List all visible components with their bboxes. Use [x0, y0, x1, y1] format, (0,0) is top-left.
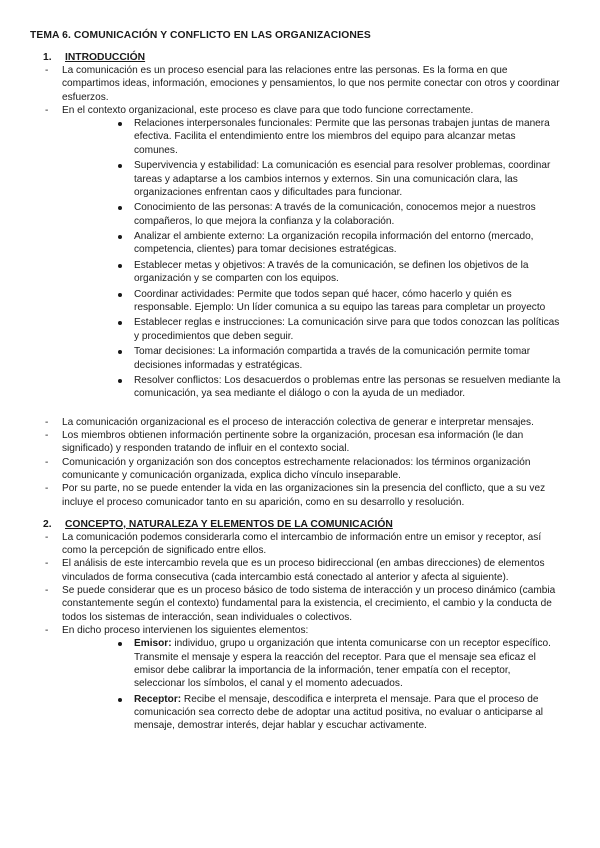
section-title: CONCEPTO, NATURALEZA Y ELEMENTOS DE LA COMUNICACIÓN [65, 518, 393, 530]
bullet-item: Conocimiento de las personas: A través de la comunicación, conocemos mejor a nuestros compañeros, lo que mejora la confianza y la colaboración. [62, 201, 562, 228]
bullet-item-emisor: Emisor: individuo, grupo u organización que intenta comunicarse con un receptor específico. Transmite el mensaje y espera la reacción del receptor. Para que el mensaje sea eficaz el emisor debe calibrar la importancia de la información, tener empatía con el receptor, seleccionar los símbolos, el canal y el momento adecuados. [62, 637, 562, 690]
section-number: 2. [43, 518, 52, 530]
list-item: - En dicho proceso intervienen los siguientes elementos: Emisor: individuo, grupo u organización que intenta comunicarse con un receptor específico. Transmite el mensaje y espera la reacción del receptor. Para que el mensaje sea eficaz el emisor debe calibrar la importancia de la información, tener empatía con el receptor, seleccionar los símbolos, el canal y el momento adecuados. Receptor: Recibe el mensaje, descodifica e interpreta el mensaje. Para que el proceso de comunicación sea correcto debe de adoptar una actitud positiva, no evaluar o anticiparse al mensaje, demostrar interés, dejar hablar y escuchar activamente. [30, 624, 562, 733]
bullet-item-receptor: Receptor: Recibe el mensaje, descodifica e interpreta el mensaje. Para que el proceso de comunicación sea correcto debe de adoptar una actitud positiva, no evaluar o anticiparse al mensaje, demostrar interés, dejar hablar y escuchar activamente. [62, 693, 562, 733]
section-1-after-list [30, 416, 562, 509]
section-title: INTRODUCCIÓN [65, 52, 146, 63]
list-item: - Por su parte, no se puede entender la vida en las organizaciones sin la presencia del conflicto, que a su vez incluye el proceso comunicador tanto en su aparición, como en su desarrollo y resolución. [45, 483, 546, 508]
bullet-item: Analizar el ambiente externo: La organización recopila información del entorno (mercado, competencia, clientes) para tomar decisiones estratégicas. [62, 230, 562, 257]
section-2-intro-list [30, 531, 562, 733]
section-number: 1. [43, 52, 52, 63]
list-item: - Los miembros obtienen información pertinente sobre la organización, procesan esa información (le dan significado) y responden tratando de influir en el contexto social. [45, 430, 524, 455]
section-1-heading [43, 52, 562, 63]
bullet-item: Coordinar actividades: Permite que todos sepan qué hacer, cómo hacerlo y quién es responsable. Ejemplo: Un líder comunica a su equipo las tareas para completar un proyecto [62, 288, 562, 315]
bullet-item: Resolver conflictos: Los desacuerdos o problemas entre las personas se resuelven mediante la comunicación, ya sea mediante el diálogo o con la ayuda de un mediador. [62, 374, 562, 401]
list-item: - La comunicación organizacional es el proceso de interacción colectiva de generar e interpretar mensajes. [45, 416, 534, 428]
section-2-elements-list [62, 637, 562, 732]
bullet-item: Relaciones interpersonales funcionales: Permite que las personas trabajen juntas de manera efectiva. Facilita el entendimiento entre los miembros del equipo para alcanzar metas comunes. [62, 117, 562, 157]
list-item: - La comunicación es un proceso esencial para las relaciones entre las personas. Es la forma en que compartimos ideas, información, emociones y pensamientos, lo que nos permite conectar con otros y coordinar esfuerzos. [45, 65, 560, 103]
document-title: TEMA 6. COMUNICACIÓN Y CONFLICTO EN LAS ORGANIZACIONES [30, 30, 371, 41]
list-item: - Comunicación y organización son dos conceptos estrechamente relacionados: los términos organización comunicante y comunicación organizada, explica dicho vínculo inseparable. [45, 456, 531, 481]
bullet-item: Establecer metas y objetivos: A través de la comunicación, se definen los objetivos de la organización y se comparten con los equipos. [62, 259, 562, 286]
list-item: - Se puede considerar que es un proceso básico de todo sistema de interacción y un proceso dinámico (cambia constantemente según el contexto) fundamental para la existencia, el crecimiento, el cambio y la conducta de todos los sistemas de interacción, sean individuales o colectivos. [45, 585, 556, 623]
bullet-item: Supervivencia y estabilidad: La comunicación es esencial para resolver problemas, coordinar tareas y adaptarse a los cambios internos y externos. Sin una comunicación clara, las organizaciones enfrentan caos y dificultades para funcionar. [62, 159, 562, 199]
section-1-bullet-list [62, 117, 562, 400]
section-1-intro-list [30, 64, 562, 401]
list-item: - El análisis de este intercambio revela que es un proceso bidireccional (en ambas direcciones) de elementos vinculados de forma consecutiva (cada intercambio está conectado al anterior y afecta al siguiente). [45, 558, 545, 583]
bullet-item: Establecer reglas e instrucciones: La comunicación sirve para que todos conozcan las políticas y procedimientos que deben seguir. [62, 316, 562, 343]
bullet-item: Tomar decisiones: La información compartida a través de la comunicación permite tomar decisiones informadas y estratégicas. [62, 345, 562, 372]
list-item: - En el contexto organizacional, este proceso es clave para que todo funcione correctamente. Relaciones interpersonales funcionales: Permite que las personas trabajen juntas de manera efectiva. Facilita el entendimiento entre los miembros del equipo para alcanzar metas comunes. Supervivencia y estabilidad: La comunicación es esencial para resolver problemas, coordinar tareas y adaptarse a los cambios internos y externos. Sin una comunicación clara, las organizaciones enfrentan caos y dificultades para funcionar. Conocimiento de las personas: A través de la comunicación, conocemos mejor a nuestros compañeros, lo que mejora la confianza y la colaboración. Analizar el ambiente externo: La organización recopila información del entorno (mercado, competencia, clientes) para tomar decisiones estratégicas. Establecer metas y objetivos: A través de la comunicación, se definen los objetivos de la organización y se comparten con los equipos. Coordinar actividades: Permite que todos sepan qué hacer, cómo hacerlo y quién es responsable. Ejemplo: Un líder comunica a su equipo las tareas para completar un proyecto Establecer reglas e instrucciones: La comunicación sirve para que todos conozcan las políticas y procedimientos que deben seguir. Tomar decisiones: La información compartida a través de la comunicación permite tomar decisiones informadas y estratégicas. Resolver conflictos: Los desacuerdos o problemas entre las personas se resuelven mediante la comunicación, ya sea mediante el diálogo o con la ayuda de un mediador. [45, 104, 561, 400]
section-2-heading [43, 519, 562, 530]
list-item: - La comunicación podemos considerarla como el intercambio de información entre un emisor y receptor, así como la percepción de significado entre ellos. [45, 531, 542, 557]
